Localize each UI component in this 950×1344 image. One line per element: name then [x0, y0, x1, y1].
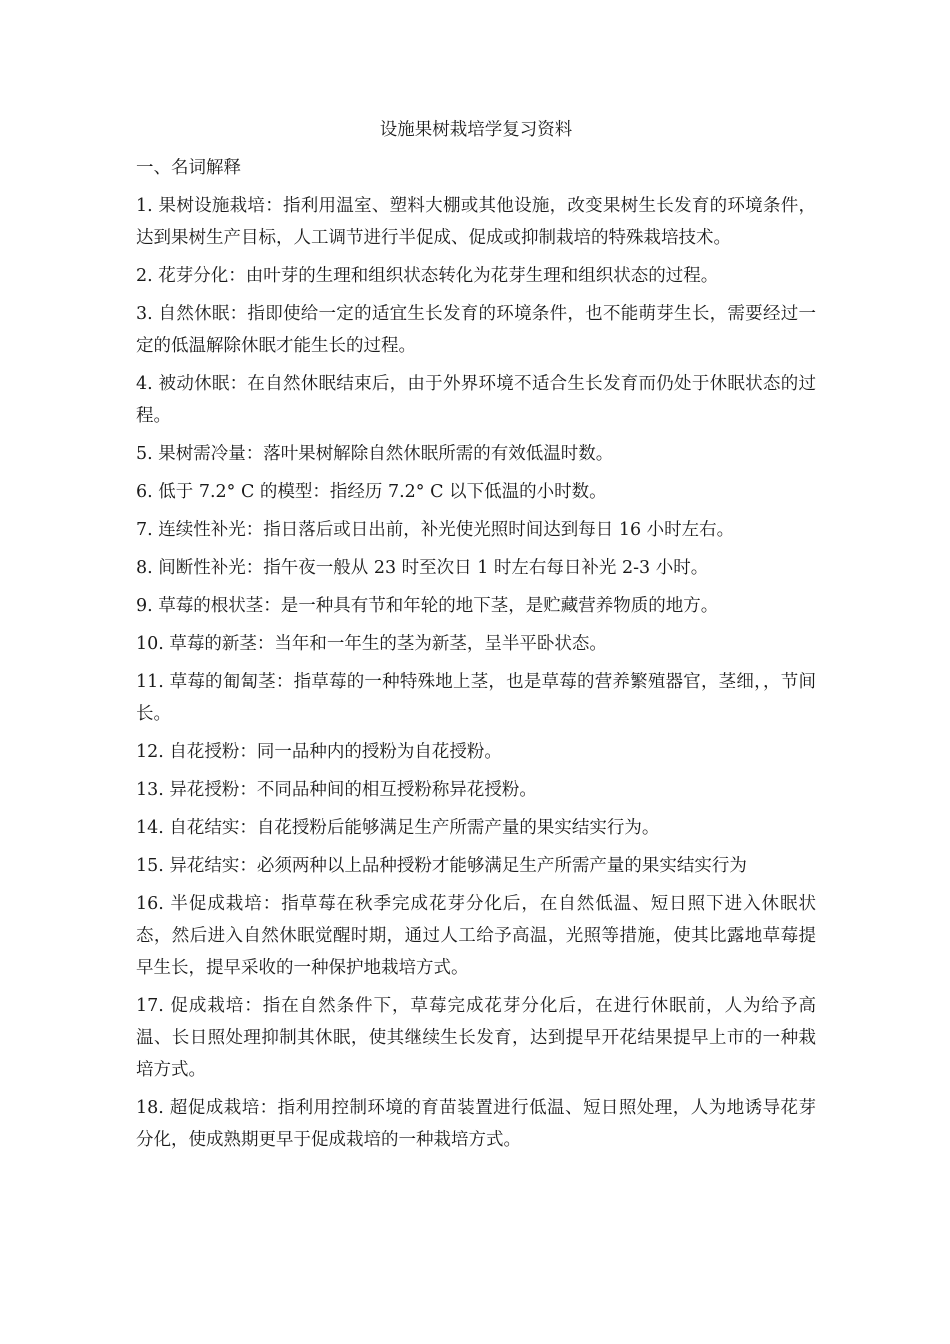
definition-entry-10: 10. 草莓的新茎：当年和一年生的茎为新茎，呈半平卧状态。	[136, 634, 607, 654]
definition-entry-16: 16. 半促成栽培：指草莓在秋季完成花芽分化后，在自然低温、短日照下进入休眠状态，然后进入自然休眠觉醒时期，通过人工给予高温，光照等措施，使其比露地草莓提早生长，提早采收的一种保护地栽培方式。	[136, 894, 816, 978]
definition-entry-1: 1. 果树设施栽培：指利用温室、塑料大棚或其他设施，改变果树生长发育的环境条件，达到果树生产目标，人工调节进行半促成、促成或抑制栽培的特殊栽培技术。	[136, 196, 816, 248]
document-title: 设施果树栽培学复习资料	[379, 120, 573, 140]
section-heading: 一、名词解释	[136, 158, 241, 178]
definition-entry-5: 5. 果树需冷量：落叶果树解除自然休眠所需的有效低温时数。	[136, 444, 614, 464]
definition-entry-4: 4. 被动休眠：在自然休眠结束后，由于外界环境不适合生长发育而仍处于休眠状态的过程。	[136, 374, 816, 426]
definition-entry-8: 8. 间断性补光：指午夜一般从 23 时至次日 1 时左右每日补光 2-3 小时。	[136, 558, 709, 578]
definition-entry-2: 2. 花芽分化：由叶芽的生理和组织状态转化为花芽生理和组织状态的过程。	[136, 266, 719, 286]
document-body	[136, 114, 816, 1162]
definition-entry-3: 3. 自然休眠：指即使给一定的适宜生长发育的环境条件，也不能萌芽生长，需要经过一定的低温解除休眠才能生长的过程。	[136, 304, 816, 356]
definition-entry-6: 6. 低于 7.2° C 的模型：指经历 7.2° C 以下低温的小时数。	[136, 482, 607, 502]
definition-entry-12: 12. 自花授粉：同一品种内的授粉为自花授粉。	[136, 742, 502, 762]
definition-entry-7: 7. 连续性补光：指日落后或日出前，补光使光照时间达到每日 16 小时左右。	[136, 520, 735, 540]
definition-entry-14: 14. 自花结实：自花授粉后能够满足生产所需产量的果实结实行为。	[136, 818, 660, 838]
definition-entry-13: 13. 异花授粉：不同品种间的相互授粉称异花授粉。	[136, 780, 537, 800]
definition-entry-18: 18. 超促成栽培：指利用控制环境的育苗装置进行低温、短日照处理，人为地诱导花芽分化，使成熟期更早于促成栽培的一种栽培方式。	[136, 1098, 816, 1150]
definition-entry-11: 11. 草莓的匍匐茎：指草莓的一种特殊地上茎，也是草莓的营养繁殖器官，茎细，，节间长。	[136, 672, 816, 724]
definition-entry-15: 15. 异花结实：必须两种以上品种授粉才能够满足生产所需产量的果实结实行为	[136, 856, 747, 876]
definition-entry-17: 17. 促成栽培：指在自然条件下，草莓完成花芽分化后，在进行休眠前，人为给予高温、长日照处理抑制其休眠，使其继续生长发育，达到提早开花结果提早上市的一种栽培方式。	[136, 996, 816, 1080]
definition-entry-9: 9. 草莓的根状茎：是一种具有节和年轮的地下茎，是贮藏营养物质的地方。	[136, 596, 719, 616]
